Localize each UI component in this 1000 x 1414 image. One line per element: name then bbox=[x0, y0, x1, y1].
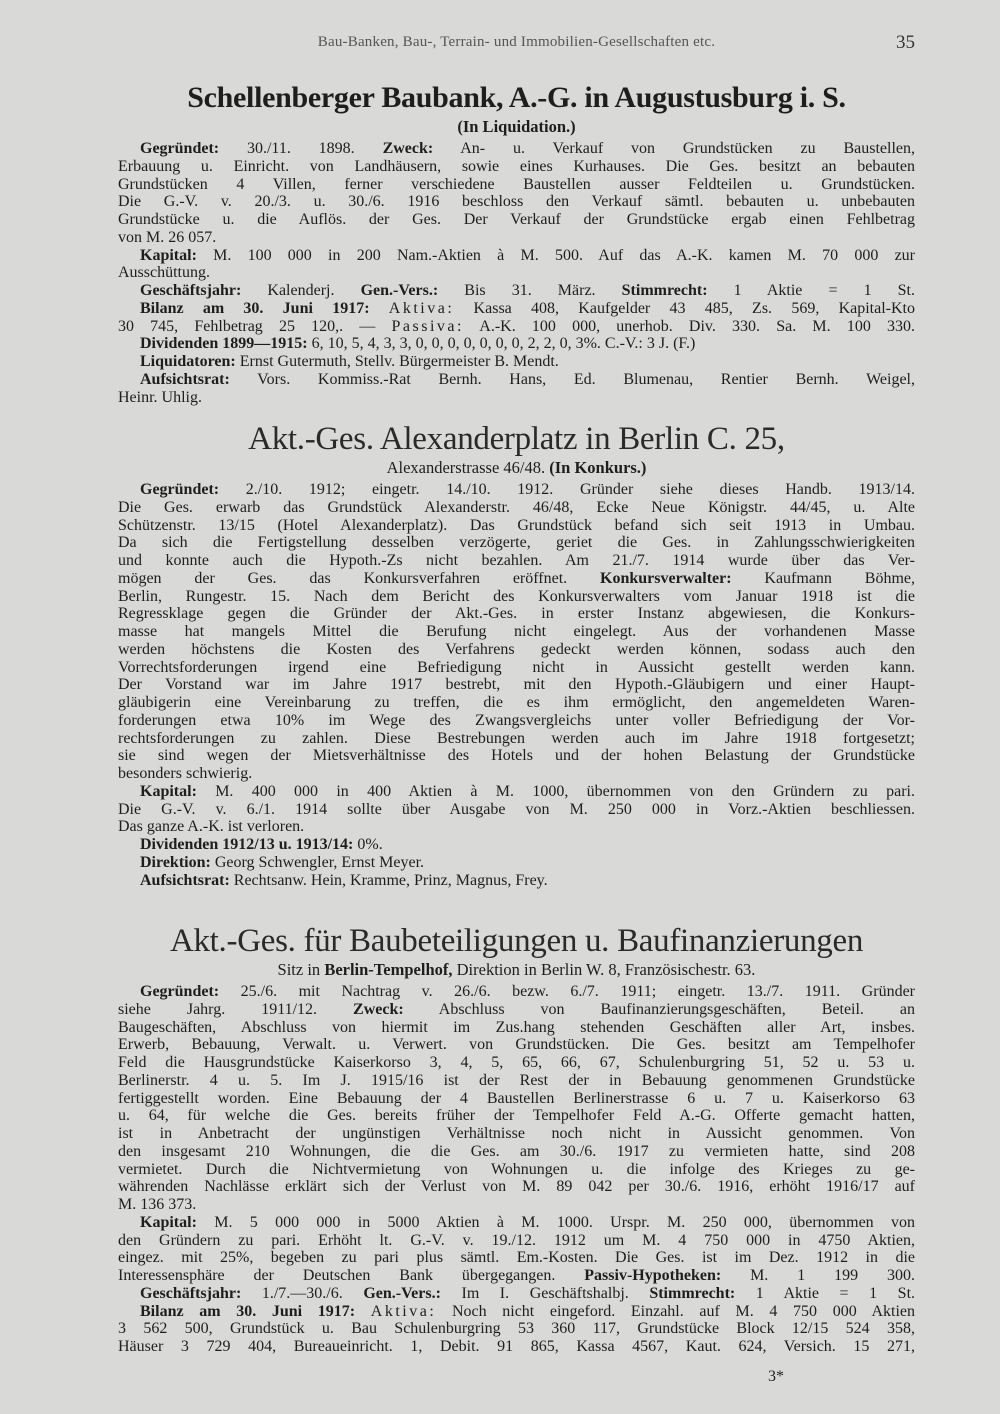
field-label: Geschäftsjahr: bbox=[140, 282, 242, 299]
subtitle-text: Sitz in bbox=[277, 960, 325, 979]
status-label: (In Konkurs.) bbox=[549, 458, 647, 477]
text-line bbox=[118, 570, 915, 588]
running-head-title: Bau-Banken, Bau-, Terrain- und Immobilien-Gesellschaften etc. bbox=[317, 34, 716, 50]
text-line bbox=[118, 765, 915, 783]
text-run: fertiggestellt worden. Eine Bebauung der 4 Baustellen Berlinerstrasse 6 u. 7 u. Kaiserkorso 63 bbox=[118, 1089, 915, 1107]
text-line bbox=[118, 211, 915, 229]
text-run: Noch nicht eingeford. Einzahl. auf M. 4 750 000 Aktien bbox=[436, 1302, 916, 1320]
field-label: Gen.-Vers.: bbox=[360, 282, 439, 299]
text-line bbox=[118, 605, 915, 623]
entry-subtitle bbox=[118, 457, 915, 479]
text-line bbox=[118, 1338, 915, 1356]
text-run: Kalenderj. bbox=[241, 282, 361, 299]
entry-subtitle bbox=[118, 959, 915, 981]
company-entry-baubeteiligungen bbox=[118, 923, 915, 1356]
status-label: (In Liquidation.) bbox=[457, 117, 576, 136]
entry-subtitle bbox=[118, 116, 915, 138]
text-line bbox=[118, 229, 915, 247]
text-line bbox=[118, 1072, 915, 1090]
text-line bbox=[118, 1019, 915, 1037]
page-number: 35 bbox=[896, 32, 915, 53]
balance-label: Passiva: bbox=[391, 317, 464, 335]
text-run: den insgesamt 210 Wohnungen, die die Ges. am 30./6. 1917 zu vermieten hatte, sind 208 bbox=[118, 1142, 915, 1160]
text-run: Baugeschäften, Abschluss von hiermit im Zus.hang stehenden Geschäften aller Art, insbes. bbox=[118, 1018, 915, 1036]
balance-label: Aktiva: bbox=[370, 1302, 437, 1320]
text-run: Erbauung u. Einricht. von Landhäusern, sowie eines Kurhauses. Die Ges. besitzt an bebauten bbox=[118, 157, 915, 175]
text-line bbox=[118, 854, 915, 872]
text-line bbox=[118, 588, 915, 606]
text-line bbox=[118, 694, 915, 712]
text-line bbox=[118, 534, 915, 552]
text-line bbox=[118, 836, 915, 854]
subtitle-text: Alexanderstrasse 46/48. bbox=[386, 458, 550, 477]
text-run: Schützenstr. 13/15 (Hotel Alexanderplatz). Das Grundstück befand sich seit 1913 in Umbau. bbox=[118, 516, 915, 534]
text-line bbox=[118, 730, 915, 748]
text-line bbox=[118, 1107, 915, 1125]
text-run bbox=[370, 300, 389, 317]
text-line bbox=[118, 1196, 915, 1214]
text-line bbox=[118, 641, 915, 659]
field-label: Stimmrecht: bbox=[649, 1284, 736, 1302]
field-label: Geschäftsjahr: bbox=[140, 1284, 242, 1302]
text-run: 30 745, Fehlbetrag 25 120,. — bbox=[118, 317, 392, 335]
field-label: Zweck: bbox=[353, 1000, 404, 1018]
text-line bbox=[118, 264, 915, 282]
field-label: Gegründet: bbox=[140, 983, 220, 1000]
text-line bbox=[118, 801, 915, 819]
text-line bbox=[118, 747, 915, 765]
text-run: Abschluss von Baufinanzierungsgeschäften, Beteil. an bbox=[403, 1000, 916, 1018]
text-line bbox=[118, 247, 915, 265]
text-line bbox=[118, 1232, 915, 1250]
text-run: von M. 26 057. bbox=[118, 228, 217, 246]
text-run: 1 Aktie = 1 St. bbox=[735, 1284, 916, 1302]
company-entry-schellenberger bbox=[118, 80, 915, 406]
text-line bbox=[118, 712, 915, 730]
text-run: Im I. Geschäftshalbj. bbox=[440, 1284, 650, 1302]
text-run: M. 100 000 in 200 Nam.-Aktien à M. 500. Auf das A.-K. kamen M. 70 000 zur bbox=[196, 246, 915, 264]
text-run: 1./7.—30./6. bbox=[241, 1284, 364, 1302]
text-run: Feld die Hausgrundstücke Kaiserkorso 3, 4, 5, 65, 66, 67, Schulenburgring 51, 52 u. 53 u. bbox=[118, 1054, 915, 1071]
text-run: währenden Nachlässe erklärt sich der Verlust von M. 89 042 per 30./6. 1916, erhöht 1916/17 auf bbox=[118, 1178, 915, 1196]
text-run: werden höchstens die Kosten des Verfahrens gedeckt werden können, sodass auch den bbox=[118, 640, 915, 658]
text-run: Ausschüttung. bbox=[118, 264, 210, 282]
text-line bbox=[118, 481, 915, 499]
text-line bbox=[118, 623, 915, 641]
text-run: 2./10. 1912; eingetr. 14./10. 1912. Gründer siehe dieses Handb. 1913/14. bbox=[219, 481, 915, 498]
text-run: M. 5 000 000 in 5000 Aktien à M. 1000. Urspr. M. 250 000, übernommen von bbox=[196, 1213, 915, 1231]
text-line bbox=[118, 983, 915, 1001]
field-label: Bilanz am 30. Juni 1917: bbox=[140, 1302, 356, 1320]
text-line bbox=[118, 1143, 915, 1161]
text-run: eingez. mit 25%, begeben zu pari plus sämtl. Em.-Kosten. Die Ges. ist im Dez. 1912 in die bbox=[118, 1249, 915, 1267]
text-run: 1 Aktie = 1 St. bbox=[707, 282, 916, 299]
entry-title: Akt.-Ges. für Baubeteiligungen u. Baufinanzierungen bbox=[169, 923, 864, 959]
text-run: u. 64, für welche die Ges. bereits früher der Tempelhofer Feld A.-G. Offerte gemacht hatten, bbox=[118, 1107, 915, 1125]
field-label: Passiv-Hypotheken: bbox=[584, 1267, 722, 1284]
field-label: Kapital: bbox=[140, 782, 197, 800]
text-run: rechtsforderungen zu zahlen. Diese Bestrebungen werden auch im Jahre 1918 fortgesetzt; bbox=[118, 729, 915, 747]
text-run: gläubigerin eine Vereinbarung zu treffen, die es ihm ermöglicht, den angemeldeten Waren- bbox=[118, 694, 915, 711]
text-run: An- u. Verkauf von Grundstücken zu Baustellen, bbox=[433, 140, 916, 157]
text-line bbox=[118, 659, 915, 677]
text-line bbox=[118, 371, 915, 389]
text-line bbox=[118, 1285, 915, 1303]
entry-title: Schellenberger Baubank, A.-G. in Augustusburg i. S. bbox=[187, 81, 846, 114]
field-label: Stimmrecht: bbox=[621, 282, 708, 299]
text-run: Grundstücken 4 Villen, ferner verschiedene Baustellen ausser Feldteilen u. Grundstücken. bbox=[118, 175, 915, 193]
text-run: 3 562 500, Grundstück u. Bau Schulenburgring 53 360 117, Grundstücke Block 12/15 524 358, bbox=[118, 1320, 915, 1338]
text-line bbox=[118, 1054, 915, 1072]
text-run: Die Ges. erwarb das Grundstück Alexanderstr. 46/48, Ecke Neue Königstr. 44/45, u. Alte bbox=[118, 498, 915, 516]
running-head bbox=[118, 34, 915, 56]
text-line bbox=[118, 552, 915, 570]
status-label: Berlin-Tempelhof, bbox=[324, 960, 453, 979]
field-label: Direktion: bbox=[140, 853, 211, 871]
text-run: 0%. bbox=[353, 836, 383, 853]
text-line bbox=[118, 872, 915, 890]
text-line bbox=[118, 1178, 915, 1196]
text-run: Kassa 408, Kaufgelder 43 485, Zs. 569, Kapital-Kto bbox=[454, 299, 916, 317]
field-label: Aufsichtsrat: bbox=[140, 871, 230, 889]
text-run: M. 1 199 300. bbox=[721, 1267, 915, 1284]
text-run: vermietet. Durch die Nichtvermietung von Wohnungen u. die infolge des Krieges zu ge- bbox=[118, 1160, 915, 1178]
text-line bbox=[118, 676, 915, 694]
text-line bbox=[118, 300, 915, 318]
text-run: Vors. Kommiss.-Rat Bernh. Hans, Ed. Blumenau, Rentier Bernh. Weigel, bbox=[229, 370, 915, 388]
text-run: Kaufmann Böhme, bbox=[731, 569, 915, 587]
text-line bbox=[118, 193, 915, 211]
text-line bbox=[118, 1090, 915, 1108]
text-line bbox=[118, 499, 915, 517]
text-run: 25./6. mit Nachtrag v. 26./6. bezw. 6./7. 1911; eingetr. 13./7. 1911. Gründer bbox=[219, 983, 915, 1000]
text-run: Häuser 3 729 404, Bureaueinricht. 1, Debit. 91 865, Kassa 4567, Kaut. 624, Versich. 15 271, bbox=[118, 1338, 915, 1355]
text-run: 6, 10, 5, 4, 3, 3, 0, 0, 0, 0, 0, 0, 0, 2, 2, 0, 3%. C.-V.: 3 J. (F.) bbox=[307, 335, 696, 353]
text-run: M. 136 373. bbox=[118, 1196, 197, 1213]
text-run: masse hat mangels Mittel die Berufung nicht eingelegt. Aus der vorhandenen Masse bbox=[118, 623, 915, 640]
text-line bbox=[118, 1001, 915, 1019]
text-line bbox=[118, 389, 915, 407]
field-label: Konkursverwalter: bbox=[600, 569, 732, 587]
text-run: Rechtsanw. Hein, Kramme, Prinz, Magnus, Frey. bbox=[229, 871, 548, 889]
text-run: Die G.-V. v. 20./3. u. 30./6. 1916 beschloss den Verkauf sämtl. bebauten u. unbebauten bbox=[118, 193, 915, 211]
text-line bbox=[118, 176, 915, 194]
text-line bbox=[118, 1320, 915, 1338]
text-run: Die G.-V. v. 6./1. 1914 sollte über Ausgabe von M. 250 000 in Vorz.-Aktien beschliessen. bbox=[118, 800, 915, 818]
text-line bbox=[118, 282, 915, 300]
text-line bbox=[118, 1267, 915, 1285]
text-run: Interessensphäre der Deutschen Bank übergegangen. bbox=[118, 1267, 585, 1284]
field-label: Liquidatoren: bbox=[140, 353, 236, 370]
text-run: Da sich die Fertigstellung desselben verzögerte, geriet die Ges. in Zahlungsschwierigkeiten bbox=[118, 534, 915, 552]
field-label: Aufsichtsrat: bbox=[140, 370, 230, 388]
field-label: Dividenden 1912/13 u. 1913/14: bbox=[140, 836, 354, 853]
text-run: A.-K. 100 000, unerhob. Div. 330. Sa. M. 100 330. bbox=[463, 317, 916, 335]
text-run: Der Vorstand war im Jahre 1917 bestrebt, mit den Hypoth.-Gläubigern und einer Haupt- bbox=[118, 676, 915, 694]
signature-mark: 3* bbox=[768, 1368, 784, 1385]
field-label: Zweck: bbox=[382, 140, 434, 157]
text-run: siehe Jahrg. 1911/12. bbox=[118, 1000, 354, 1018]
field-label: Kapital: bbox=[140, 1213, 197, 1231]
text-line bbox=[118, 783, 915, 801]
text-line bbox=[118, 818, 915, 836]
text-line bbox=[118, 335, 915, 353]
text-line bbox=[118, 1125, 915, 1143]
text-run: besonders schwierig. bbox=[118, 765, 253, 782]
field-label: Gen.-Vers.: bbox=[363, 1284, 441, 1302]
text-run: sie sind wegen der Mietsverhältnisse des Hotels und der hohen Belastung der Grundstücke bbox=[118, 747, 915, 765]
text-line bbox=[118, 140, 915, 158]
text-line bbox=[118, 158, 915, 176]
text-run: Regressklage gegen die Gründer der Akt.-Ges. in erster Instanz abgewiesen, die Konkurs- bbox=[118, 605, 915, 623]
text-run bbox=[355, 1303, 371, 1320]
text-line bbox=[118, 318, 915, 336]
text-line bbox=[118, 1303, 915, 1321]
text-run: Ernst Gutermuth, Stellv. Bürgermeister B. Mendt. bbox=[235, 353, 559, 370]
text-run: Das ganze A.-K. ist verloren. bbox=[118, 818, 305, 836]
text-run: Grundstücke u. die Auflös. der Ges. Der Verkauf der Grundstücke ergab einen Fehlbetrag bbox=[118, 211, 915, 228]
text-run: den Gründern zu pari. Erhöht lt. G.-V. v. 19./12. 1912 um M. 4 750 000 in 4750 Aktien, bbox=[118, 1231, 915, 1249]
text-run: Erwerb, Bebauung, Verwalt. u. Verwert. von Grundstücken. Die Ges. besitzt am Tempelhofer bbox=[118, 1036, 915, 1054]
subtitle-text: Direktion in Berlin W. 8, Französischestr. 63. bbox=[452, 960, 756, 979]
text-run: Vorrechtsforderungen irgend eine Befriedigung nicht in Aussicht gestellt werden kann. bbox=[118, 658, 915, 676]
text-run: forderungen etwa 10% im Wege des Zwangsvergleichs unter voller Befriedigung der Vor- bbox=[118, 711, 915, 729]
text-run: Bis 31. März. bbox=[438, 282, 622, 299]
text-run: M. 400 000 in 400 Aktien à M. 1000, übernommen von den Gründern zu pari. bbox=[196, 782, 915, 800]
field-label: Gegründet: bbox=[140, 140, 220, 157]
text-run: Georg Schwengler, Ernst Meyer. bbox=[210, 853, 425, 871]
text-line bbox=[118, 353, 915, 371]
text-run: mögen der Ges. das Konkursverfahren eröffnet. bbox=[118, 569, 601, 587]
text-line bbox=[118, 1249, 915, 1267]
balance-label: Aktiva: bbox=[388, 299, 455, 317]
text-run: ist in Anbetracht der ungünstigen Verhältnisse noch nicht in Aussicht genommen. Von bbox=[118, 1125, 915, 1142]
text-line bbox=[118, 517, 915, 535]
text-run: Berlin, Rungestr. 15. Nach dem Bericht des Konkursverwalters vom Januar 1918 ist die bbox=[118, 587, 915, 605]
text-line bbox=[118, 1036, 915, 1054]
text-run: 30./11. 1898. bbox=[219, 140, 383, 157]
field-label: Bilanz am 30. Juni 1917: bbox=[140, 299, 370, 317]
text-run: und konnte auch die Hypoth.-Zs nicht bezahlen. Am 21./7. 1914 wurde über das Ver- bbox=[118, 552, 915, 569]
company-entry-alexanderplatz bbox=[118, 421, 915, 889]
text-line bbox=[118, 1214, 915, 1232]
text-run: Berlinerstr. 4 u. 5. Im J. 1915/16 ist der Rest der in Bebauung genommenen Grundstücke bbox=[118, 1071, 915, 1089]
field-label: Gegründet: bbox=[140, 481, 220, 498]
field-label: Dividenden 1899—1915: bbox=[140, 335, 308, 353]
entry-title: Akt.-Ges. Alexanderplatz in Berlin C. 25, bbox=[248, 421, 785, 457]
field-label: Kapital: bbox=[140, 246, 197, 264]
text-run: Heinr. Uhlig. bbox=[118, 388, 202, 406]
text-line bbox=[118, 1161, 915, 1179]
